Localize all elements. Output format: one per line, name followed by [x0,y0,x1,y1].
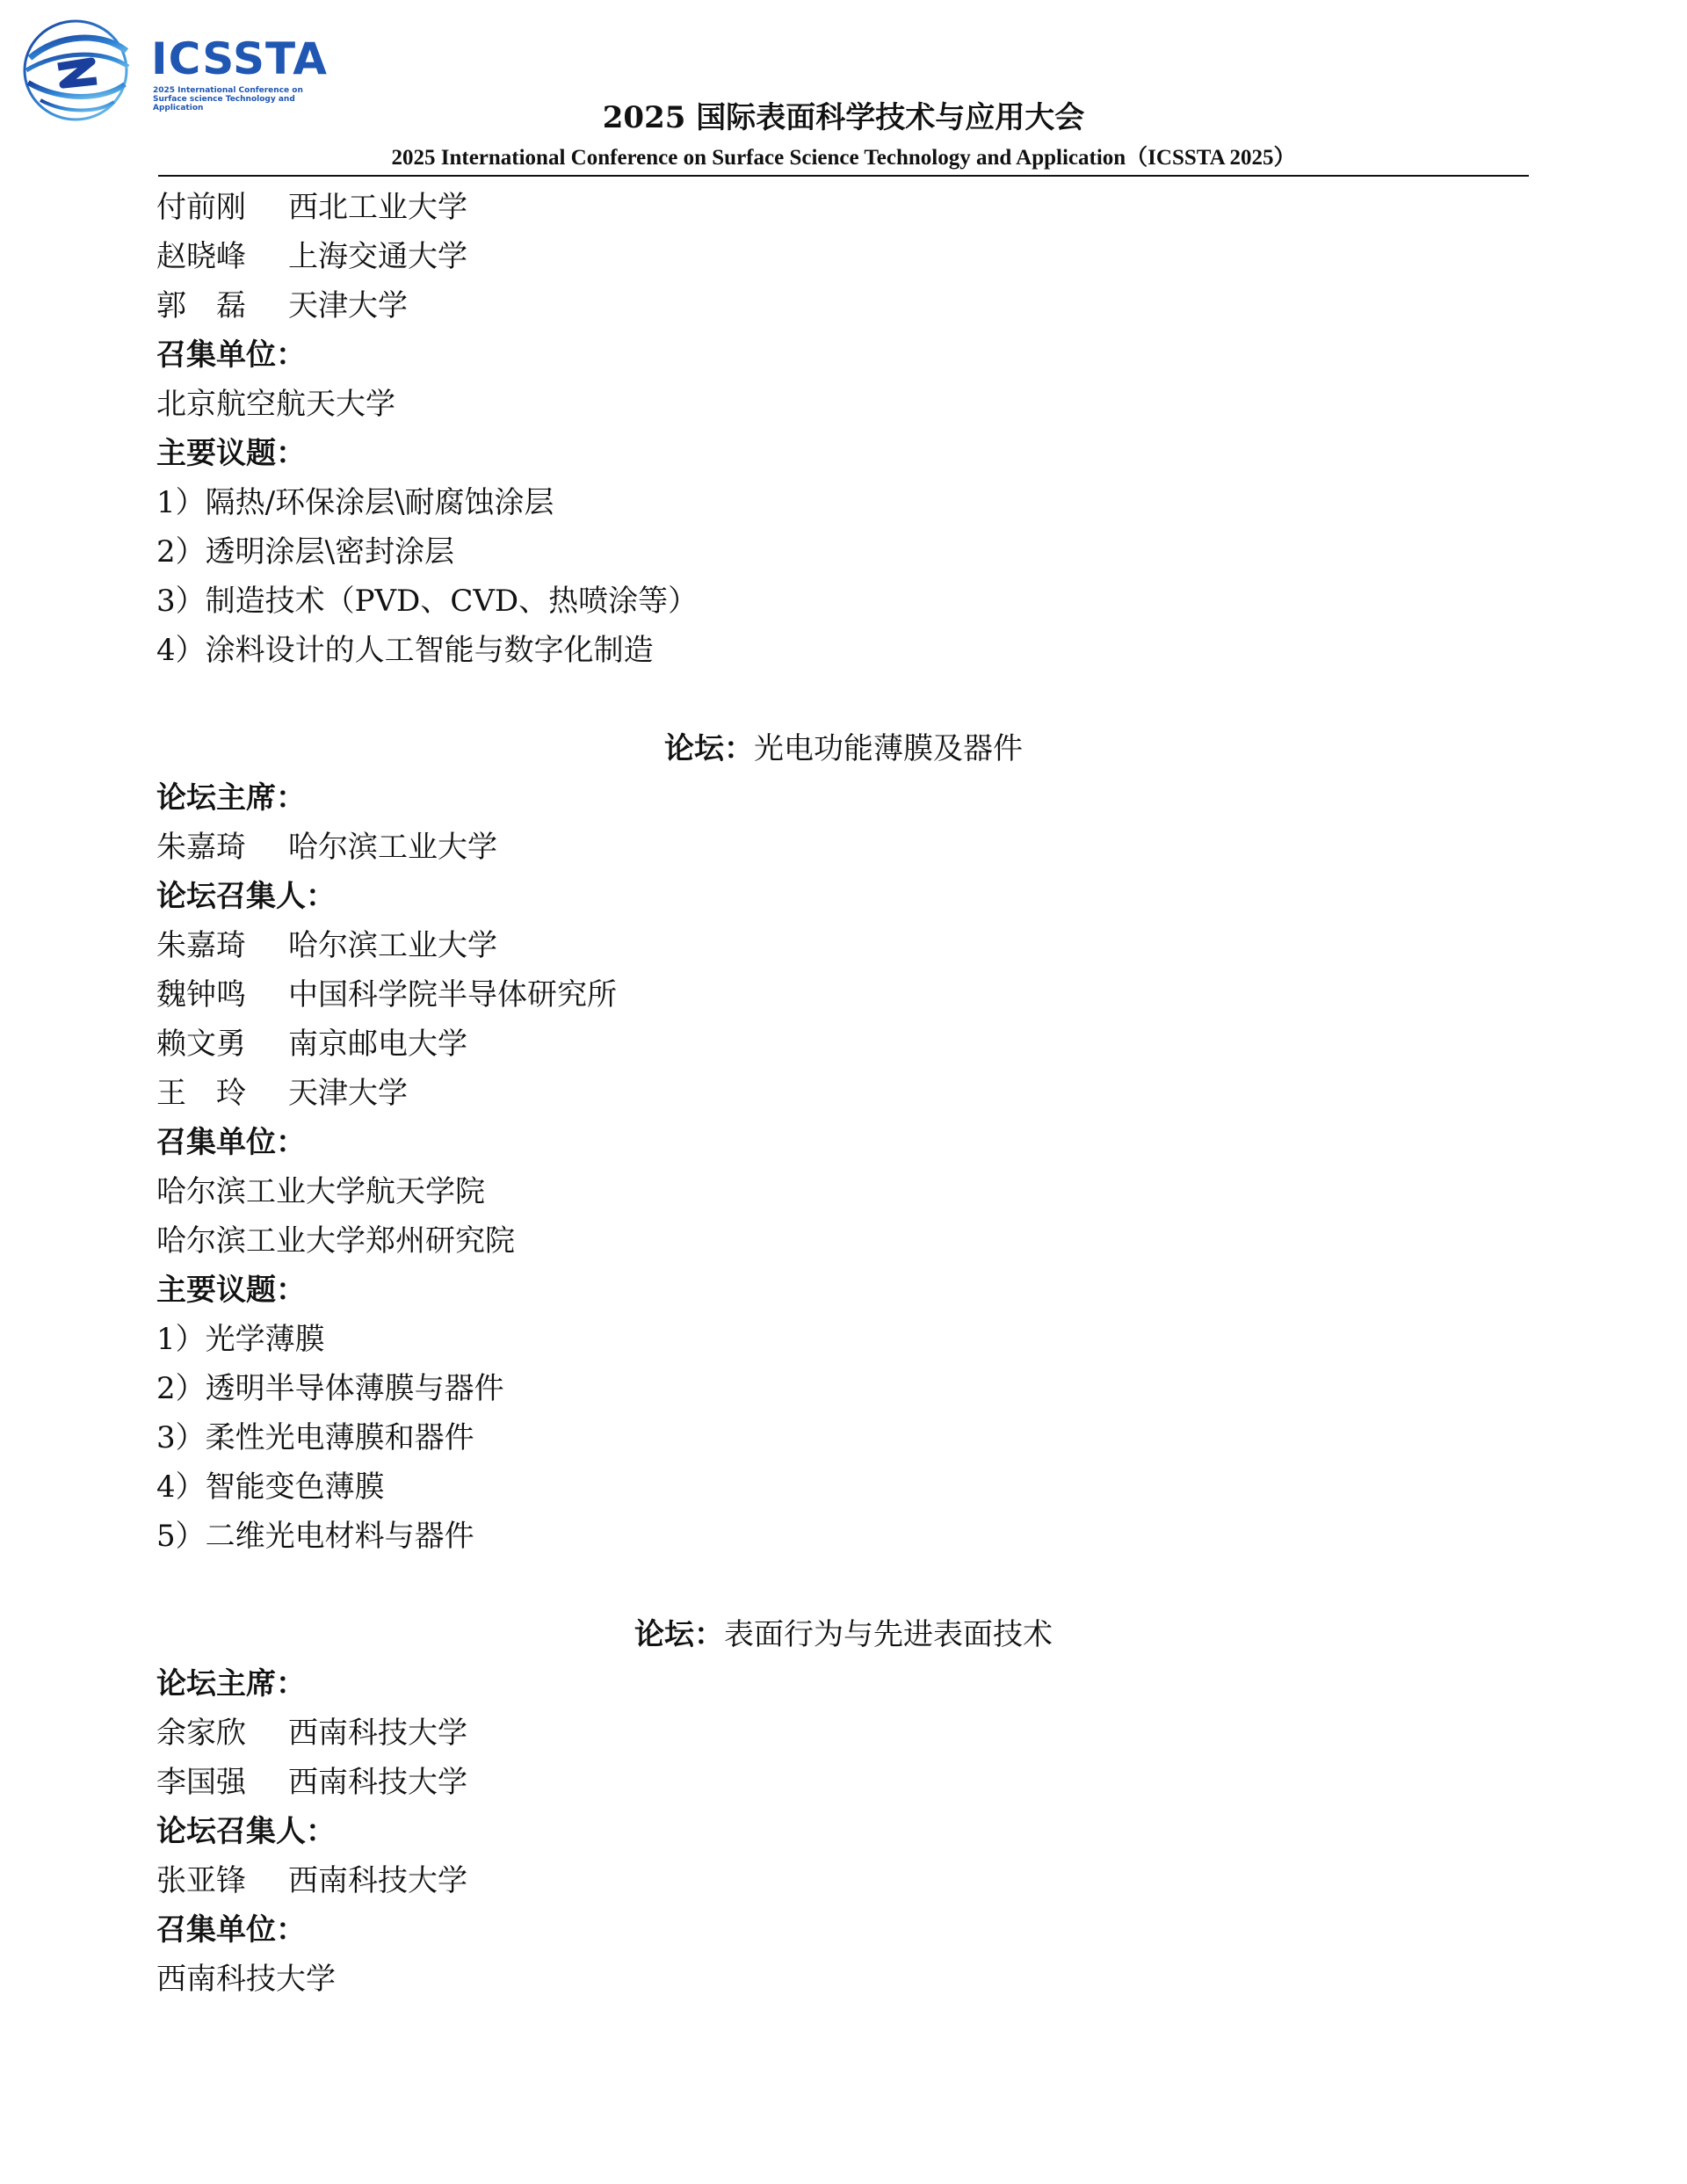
unit-item: 西南科技大学 [156,1962,336,1997]
member-name: 李国强 [156,1765,246,1800]
member-row [156,970,1527,1019]
header-divider [158,175,1529,177]
unit-item: 北京航空航天大学 [156,387,395,422]
forum-label: 论坛： [664,731,754,766]
member-org: 西南科技大学 [288,1863,467,1898]
convenor-heading: 论坛召集人： [156,879,336,914]
chair-heading: 论坛主席： [156,1666,306,1701]
logo-wordmark: ICSSTA [151,33,328,84]
header-title-en: 2025 International Conference on Surface Science Technology and Application（ICSSTA 2025） [391,146,1296,170]
forum-label: 论坛： [634,1617,724,1652]
member-row [156,1019,1527,1069]
topic-item: 5）二维光电材料与器件 [156,1519,474,1554]
forum-title [156,724,1527,773]
member-row [156,1758,1527,1807]
member-org: 上海交通大学 [288,239,467,274]
member-name: 朱嘉琦 [156,830,246,865]
member-row [156,232,1527,281]
topic-item: 4）涂料设计的人工智能与数字化制造 [156,633,654,668]
member-org: 西北工业大学 [288,190,467,225]
member-name: 郭 磊 [156,288,246,323]
member-row [156,281,1527,330]
member-name: 王 玲 [156,1076,246,1111]
member-name: 赖文勇 [156,1027,246,1062]
topic-item: 4）智能变色薄膜 [156,1469,385,1505]
member-row [156,1069,1527,1118]
member-org: 哈尔滨工业大学 [288,928,497,963]
topic-item: 1）光学薄膜 [156,1322,325,1357]
header-title-cn: 2025 国际表面科学技术与应用大会 [602,100,1085,135]
member-name: 朱嘉琦 [156,928,246,963]
member-org: 中国科学院半导体研究所 [288,977,617,1012]
convenor-heading: 论坛召集人： [156,1814,336,1849]
member-org: 天津大学 [288,288,408,323]
unit-heading: 召集单位： [156,337,306,373]
forum-title [156,1610,1527,1659]
forum-name: 表面行为与先进表面技术 [724,1617,1053,1652]
member-row [156,921,1527,970]
unit-item: 哈尔滨工业大学航天学院 [156,1174,485,1209]
topics-heading: 主要议题： [156,436,306,471]
member-org: 西南科技大学 [288,1716,467,1751]
member-name: 余家欣 [156,1716,246,1751]
member-org: 南京邮电大学 [288,1027,467,1062]
forum-name: 光电功能薄膜及器件 [754,731,1023,766]
member-name: 魏钟鸣 [156,977,246,1012]
member-org: 哈尔滨工业大学 [288,830,497,865]
topics-heading: 主要议题： [156,1273,306,1308]
document-body [156,183,1527,2004]
member-name: 付前刚 [156,190,246,225]
topic-item: 1）隔热/环保涂层\耐腐蚀涂层 [156,485,554,520]
logo-subtitle: 2025 International Conference on Surface science Technology and Application [153,86,303,112]
member-org: 天津大学 [288,1076,408,1111]
topic-item: 2）透明涂层\密封涂层 [156,534,455,570]
unit-item: 哈尔滨工业大学郑州研究院 [156,1223,515,1259]
member-org: 西南科技大学 [288,1765,467,1800]
unit-heading: 召集单位： [156,1125,306,1160]
member-row [156,823,1527,872]
topic-item: 2）透明半导体薄膜与器件 [156,1371,504,1406]
topic-item: 3）制造技术（PVD、CVD、热喷涂等） [156,584,699,619]
member-name: 赵晓峰 [156,239,246,274]
member-row [156,183,1527,232]
unit-heading: 召集单位： [156,1912,306,1948]
member-row [156,1856,1527,1905]
member-row [156,1709,1527,1758]
member-name: 张亚锋 [156,1863,246,1898]
topic-item: 3）柔性光电薄膜和器件 [156,1420,474,1455]
chair-heading: 论坛主席： [156,780,306,816]
